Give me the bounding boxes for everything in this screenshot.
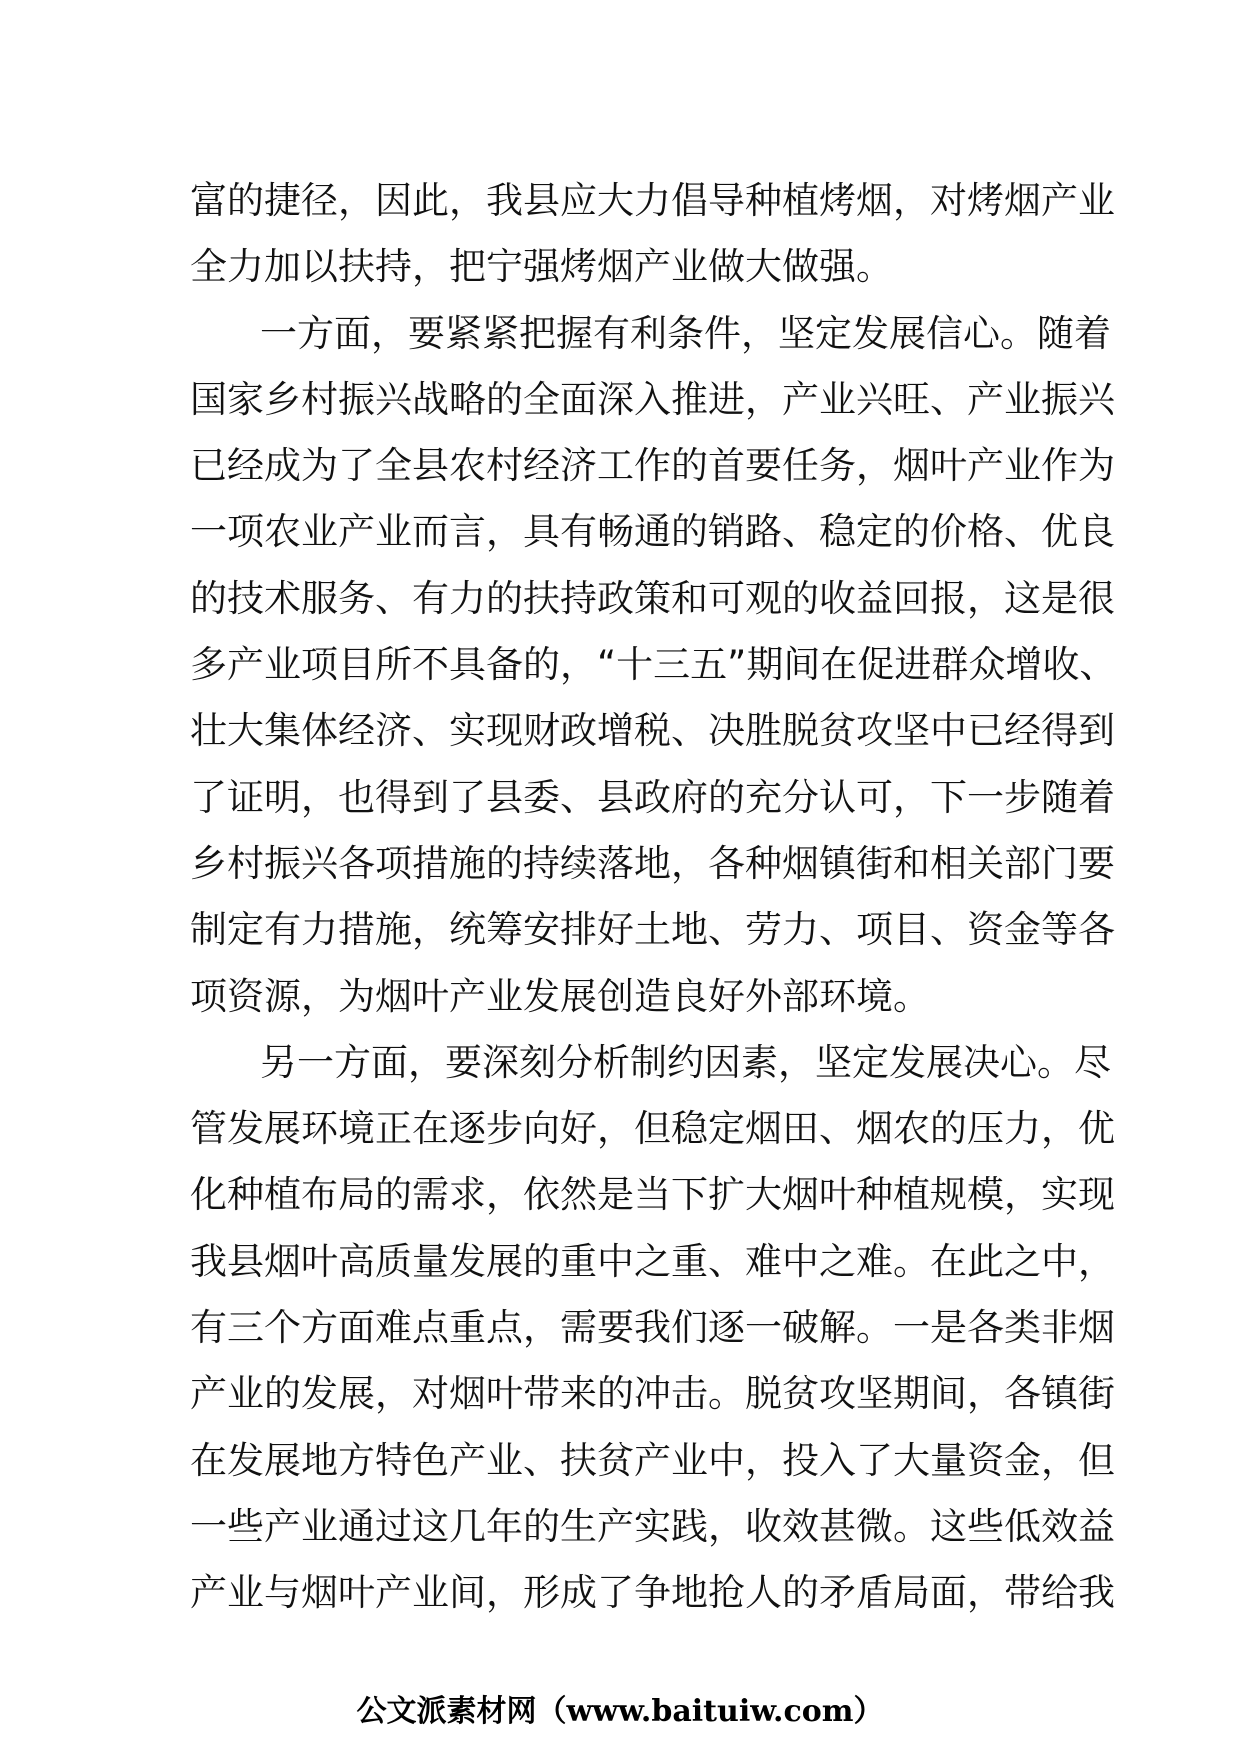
footer-watermark: 公文派素材网（www.baituiw.com）: [356, 1694, 884, 1729]
text-line: 全力加以扶持，把宁强烤烟产业做大做强。: [190, 245, 893, 289]
text-line: 在发展地方特色产业、扶贫产业中，投入了大量资金，但: [190, 1438, 1115, 1482]
text-line: 化种植布局的需求，依然是当下扩大烟叶种植规模，实现: [190, 1173, 1115, 1217]
text-line: 乡村振兴各项措施的持续落地，各种烟镇街和相关部门要: [190, 841, 1115, 885]
paragraph-start-line: 一方面，要紧紧把握有利条件，坚定发展信心。随着: [260, 311, 1111, 355]
text-line: 壮大集体经济、实现财政增税、决胜脱贫攻坚中已经得到: [190, 709, 1115, 753]
text-line: 的技术服务、有力的扶持政策和可观的收益回报，这是很: [190, 576, 1115, 620]
text-line: 制定有力措施，统筹安排好土地、劳力、项目、资金等各: [190, 908, 1115, 952]
text-line: 国家乡村振兴战略的全面深入推进，产业兴旺、产业振兴: [190, 377, 1115, 421]
body-text: [190, 168, 1117, 1627]
text-line: 有三个方面难点重点，需要我们逐一破解。一是各类非烟: [190, 1306, 1115, 1350]
text-line: 多产业项目所不具备的，“十三五”期间在促进群众增收、: [190, 643, 1117, 687]
text-line: 已经成为了全县农村经济工作的首要任务，烟叶产业作为: [190, 444, 1115, 488]
text-line: 管发展环境正在逐步向好，但稳定烟田、烟农的压力，优: [190, 1107, 1115, 1151]
text-line: 富的捷径，因此，我县应大力倡导种植烤烟，对烤烟产业: [190, 179, 1115, 222]
text-line: 一项农业产业而言，具有畅通的销路、稳定的价格、优良: [190, 510, 1115, 554]
text-line: 一些产业通过这几年的生产实践，收效甚微。这些低效益: [190, 1504, 1115, 1548]
text-line: 了证明，也得到了县委、县政府的充分认可，下一步随着: [190, 775, 1115, 819]
paragraph-start-line: 另一方面，要深刻分析制约因素，坚定发展决心。尽: [260, 1040, 1111, 1084]
text-line: 我县烟叶高质量发展的重中之重、难中之难。在此之中，: [190, 1239, 1115, 1283]
text-line: 产业的发展，对烟叶带来的冲击。脱贫攻坚期间，各镇街: [190, 1372, 1115, 1416]
text-line: 项资源，为烟叶产业发展创造良好外部环境。: [190, 974, 930, 1018]
text-line: 产业与烟叶产业间，形成了争地抢人的矛盾局面，带给我: [190, 1571, 1115, 1615]
